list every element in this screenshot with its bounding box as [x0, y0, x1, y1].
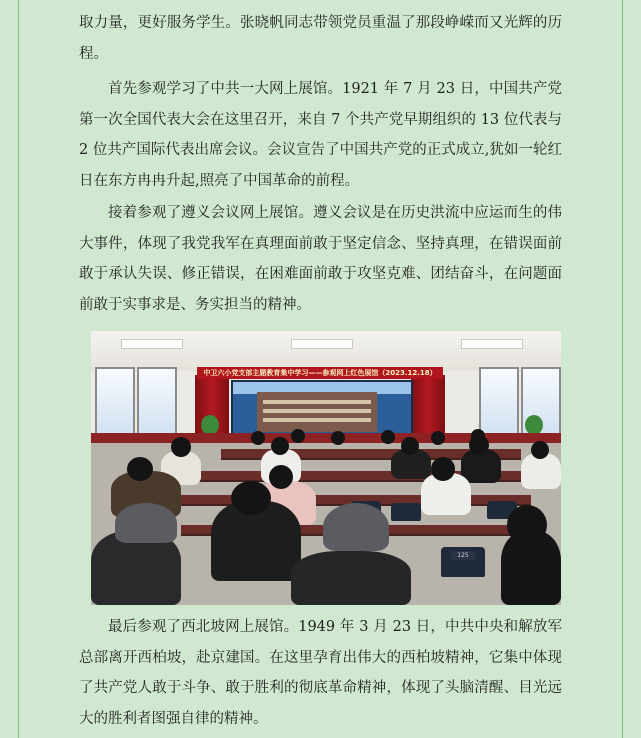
- attendee: [381, 430, 395, 444]
- chair: [391, 503, 421, 521]
- page-border-right: [622, 0, 623, 738]
- article-paragraph-3: 接着参观了遵义会议网上展馆。遵义会议是在历史洪流中应运而生的伟大事件，体现了我党我军在真理面前敢于坚定信念、坚持真理，在错误面前敢于承认失误、修正错误，在困难面前敢于攻坚克难、团结奋斗，在问题面前敢于实事求是、务实担当的精神。: [79, 205, 562, 313]
- attendee: [271, 437, 289, 455]
- attendee: [251, 431, 265, 445]
- attendee-hat: [115, 503, 177, 543]
- screen-building: [257, 392, 377, 432]
- potted-plant: [201, 415, 219, 435]
- photo-banner: 中卫六小党支部主题教育集中学习——参观网上红色展馆（2023.12.18）: [197, 367, 443, 379]
- ceiling-light: [291, 339, 353, 349]
- article-paragraph-1: 取力量，更好服务学生。张晓帆同志带领党员重温了那段峥嵘而又光辉的历程。: [79, 15, 562, 62]
- meeting-photo: [91, 331, 561, 605]
- attendee: [507, 505, 547, 545]
- attendee: [291, 551, 411, 605]
- attendee: [127, 457, 153, 481]
- attendee: [431, 457, 455, 481]
- page-border-left: [18, 0, 19, 738]
- ceiling-light: [461, 339, 523, 349]
- attendee: [469, 435, 489, 455]
- attendee: [531, 441, 549, 459]
- attendee: [269, 465, 293, 489]
- photo-window: [479, 367, 519, 441]
- attendee: [401, 437, 419, 455]
- attendee-hat: [323, 503, 389, 551]
- attendee: [171, 437, 191, 457]
- attendee: [291, 429, 305, 443]
- photo-window: [137, 367, 177, 441]
- article-paragraph-2: 首先参观学习了中共一大网上展馆。1921 年 7 月 23 日，中国共产党第一次全国代表大会在这里召开，来自 7 个共产党早期组织的 13 位代表与 2 位共产国际代表出席会议。会议宣告了中国共产党的正式成立,犹如一轮红日在东方冉冉升起,照亮了中国革命的前程。: [79, 81, 562, 189]
- photo-stage-edge: [91, 433, 561, 443]
- attendee: [231, 481, 271, 515]
- attendee: [431, 431, 445, 445]
- seat-number-tag: 125: [451, 551, 475, 560]
- article-paragraph-4: 最后参观了西北坡网上展馆。1949 年 3 月 23 日，中共中央和解放军总部离开西柏坡，赴京建国。在这里孕育出伟大的西柏坡精神，它集中体现了共产党人敢于斗争、敢于胜利的彻底革命精神，体现了头脑清醒、目光远大的胜利者图强自律的精神。: [79, 619, 562, 727]
- photo-window: [95, 367, 135, 441]
- potted-plant: [525, 415, 543, 435]
- ceiling-light: [121, 339, 183, 349]
- attendee: [331, 431, 345, 445]
